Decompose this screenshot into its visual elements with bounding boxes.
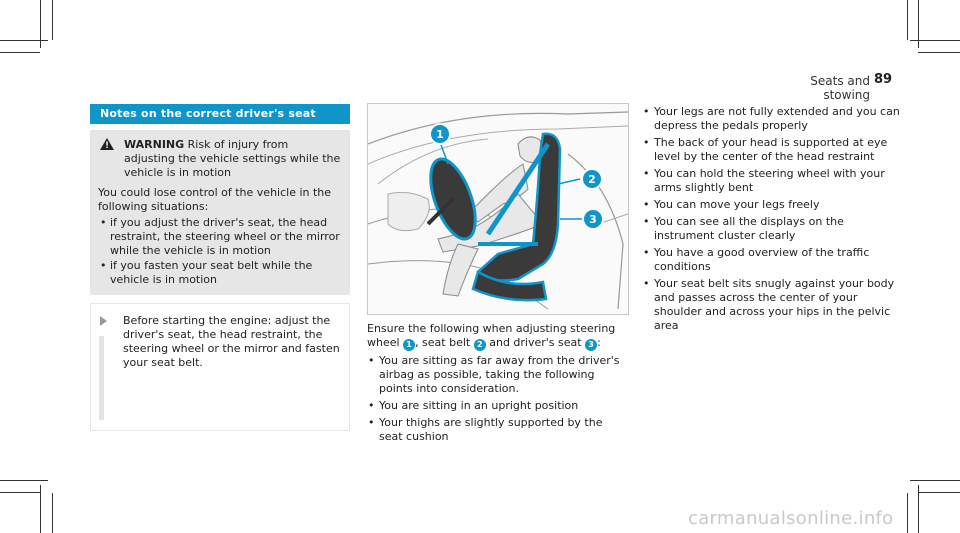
crop-mark xyxy=(0,52,40,53)
ref-badge-1: 1 xyxy=(403,339,415,351)
svg-text:2: 2 xyxy=(588,173,596,186)
warning-body: You could lose control of the vehicle in the following situations: xyxy=(98,186,332,213)
warning-triangle-icon xyxy=(100,138,114,150)
running-header: Seats and stowing xyxy=(810,74,870,102)
list-item: • Your seat belt sits snugly against your body and passes across the center of your shoulder and across your hips in the pelvic area xyxy=(642,277,900,333)
svg-text:3: 3 xyxy=(589,213,597,226)
note-text: Before starting the engine: adjust the driver's seat, the head restraint, the steering wheel or the mirror and fasten your seat belt. xyxy=(123,314,340,369)
crop-mark xyxy=(52,493,53,533)
svg-text:1: 1 xyxy=(436,128,444,141)
note-arrow-icon xyxy=(100,316,107,326)
note-box xyxy=(90,303,350,431)
crop-mark xyxy=(907,0,908,40)
ref-badge-2: 2 xyxy=(474,339,486,351)
driver-seat-illustration xyxy=(367,103,629,315)
notes-column xyxy=(90,104,350,431)
list-item: • The back of your head is supported at eye level by the center of the head restraint xyxy=(642,136,900,164)
intro-part: Ensure the following when adjusting steering wheel xyxy=(367,322,616,349)
list-item: • Your thighs are slightly supported by the seat cushion xyxy=(367,416,629,444)
list-item: • You are sitting as far away from the driver's airbag as possible, taking the following points into consideration. xyxy=(367,354,629,396)
list-item: • You can hold the steering wheel with your arms slightly bent xyxy=(642,167,900,195)
callout-1 xyxy=(430,124,450,144)
crop-mark xyxy=(0,492,40,493)
intro-text xyxy=(367,322,629,351)
crop-mark xyxy=(0,40,48,41)
list-item: • if you fasten your seat belt while the vehicle is in motion xyxy=(98,259,342,287)
ref-badge-3: 3 xyxy=(585,339,597,351)
crop-mark xyxy=(918,492,960,493)
crop-mark xyxy=(910,40,960,41)
callout-2 xyxy=(582,169,602,189)
list-item: • You can see all the displays on the instrument cluster clearly xyxy=(642,215,900,243)
page-number: 89 xyxy=(874,72,893,87)
list-item: • Your legs are not fully extended and you can depress the pedals properly xyxy=(642,105,900,133)
watermark: carmanualsonline.info xyxy=(688,508,894,529)
warning-heading xyxy=(98,138,342,180)
driver-seat-drawing xyxy=(368,104,628,314)
checklist xyxy=(642,105,900,333)
list-item: • You are sitting in an upright position xyxy=(367,399,629,413)
note-bar xyxy=(99,336,104,420)
list-item: • You have a good overview of the traffic conditions xyxy=(642,246,900,274)
crop-mark xyxy=(52,0,53,40)
callout-3 xyxy=(583,209,603,229)
crop-mark xyxy=(40,485,41,533)
adjustment-column xyxy=(367,322,629,444)
intro-part: , seat belt xyxy=(415,336,471,349)
section-title: Notes on the correct driver's seat xyxy=(90,104,350,124)
warning-heading-text: Risk of injury from adjusting the vehicle settings while the vehicle is in motion xyxy=(124,138,341,179)
intro-part: : xyxy=(597,336,601,349)
crop-mark xyxy=(0,480,48,481)
checklist-column xyxy=(642,102,900,333)
crop-mark xyxy=(910,480,960,481)
warning-label: WARNING xyxy=(124,138,185,151)
crop-mark xyxy=(918,52,960,53)
intro-part: and driver's seat xyxy=(489,336,582,349)
list-item: • You can move your legs freely xyxy=(642,198,900,212)
checklist xyxy=(367,354,629,444)
crop-mark xyxy=(907,493,908,533)
list-item: • if you adjust the driver's seat, the head restraint, the steering wheel or the mirror while the vehicle is in motion xyxy=(98,216,342,258)
warning-list xyxy=(98,216,342,287)
warning-box xyxy=(90,130,350,295)
